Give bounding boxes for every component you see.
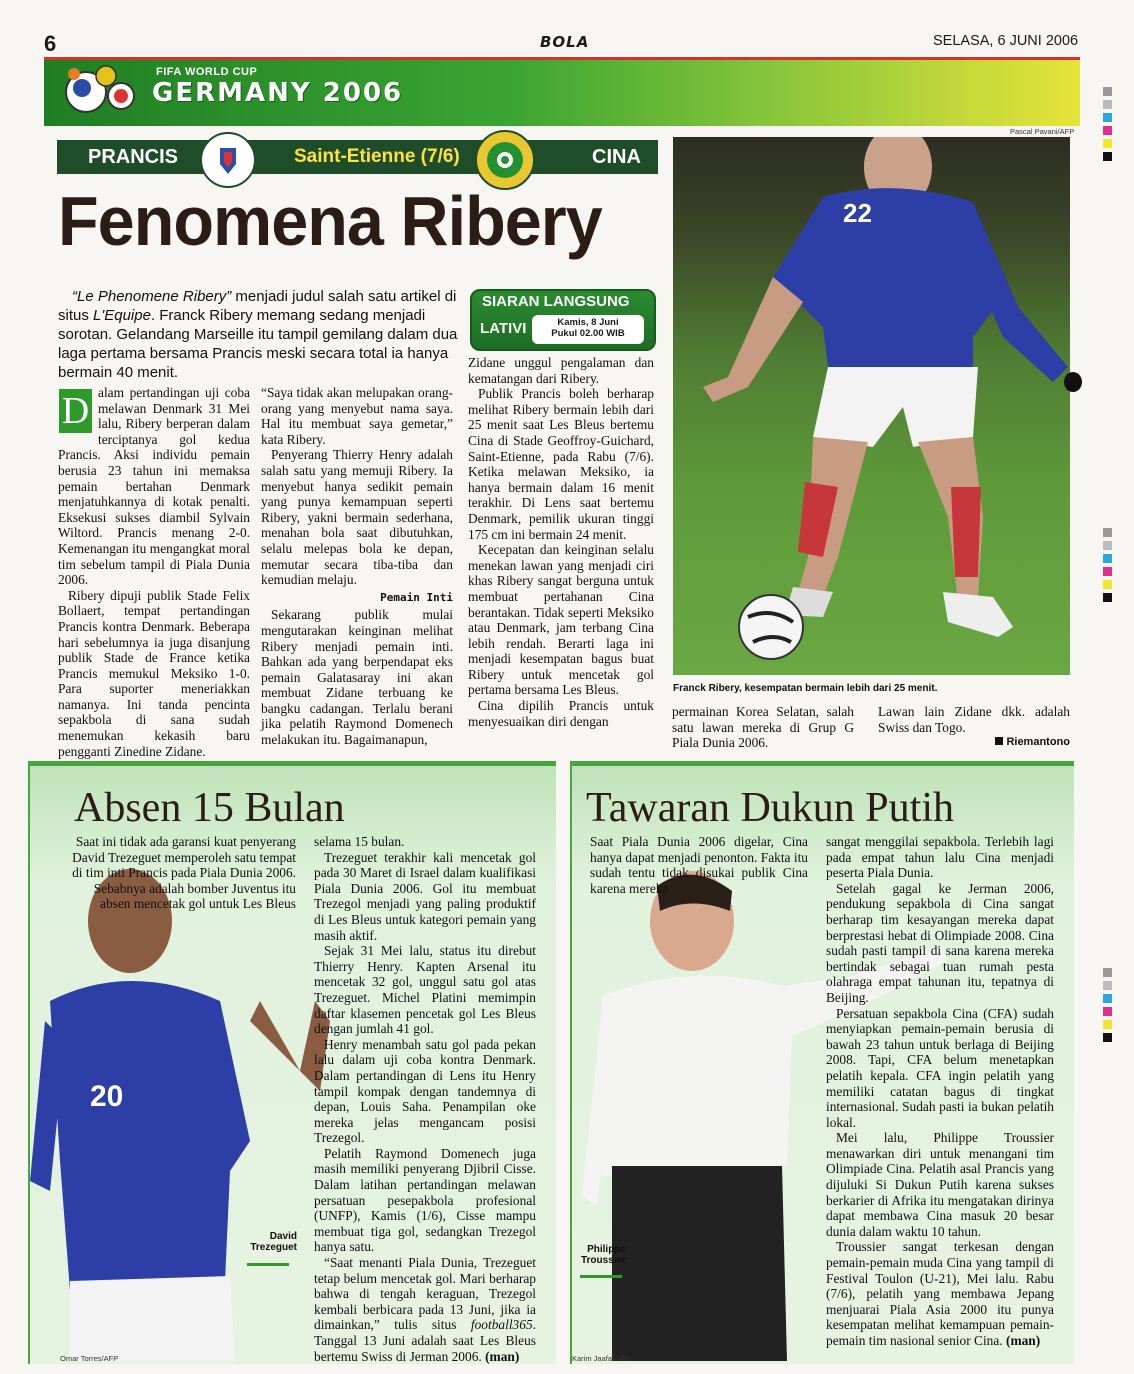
ribery-photo	[673, 137, 1070, 675]
trezeguet-caption: David Trezeguet	[250, 1231, 297, 1253]
reg-mark-gray-b	[1103, 968, 1112, 977]
reg-mark-gray-2	[1103, 100, 1112, 109]
reg-mark-magenta-m	[1103, 567, 1112, 576]
col1-paragraph-2: Ribery dipuji publik Stade Felix Bollaert, tempat pertandingan Prancis kontra Denmark. Beberapa hari sebelumnya ia juga disanjung publik Stade de France ketika Prancis memukul Meksiko 1-0. Para suporter meneriakkan namanya. Ini tanda pencinta sepakbola di sana sudah menemukan kekasih baru pengganti Zinedine Zidane.	[58, 587, 250, 759]
left-col2-p1: selama 15 bulan.	[314, 834, 405, 849]
right-story-panel	[570, 761, 1074, 1364]
right-col2-p4: Mei lalu, Philippe Troussier menawarkan diri untuk menangani tim Olimpiade Cina. Pelatih asal Prancis yang dijuluki Si Dukun Putih karena sukses berkarier di Afrika itu mengatakan dirinya dapat membawa Cina masuk 20 besar dunia dalam waktu 10 tahun.	[826, 1130, 1054, 1239]
reg-mark-yellow-b	[1103, 1020, 1112, 1029]
world-cup-banner	[44, 57, 1080, 126]
byline	[878, 735, 1070, 751]
live-time: Pukul 02.00 WIB	[551, 328, 625, 339]
match-team-1: PRANCIS	[88, 146, 179, 168]
world-cup-logo-icon	[56, 54, 146, 124]
left-story-column-1	[68, 834, 296, 912]
trezeguet-photo	[30, 861, 340, 1361]
live-broadcast-box	[470, 289, 656, 351]
lead-text-2: . Franck Ribery memang sedang menjadi sorotan. Gelandang Marseille itu tampil gemilang dalam dua laga pertama bersama Prancis meski secara total ia hanya bermain 40 menit.	[58, 307, 458, 381]
left-story-column-2	[314, 834, 536, 1364]
col2-paragraph-2: Penyerang Thierry Henry adalah salah satu yang memuji Ribery. Ia menyebut hanya sedikit pemain yang punya kemampuan seperti Ribery, yakni bermain sederhana, menahan bola saat dibutuhkan, selalu melepas bola ke depan, memutar secara tiba-tiba dan kemudian melaju.	[261, 447, 453, 588]
col3-paragraph-4: Cina dipilih Prancis untuk menyesuaikan diri dengan	[468, 698, 654, 729]
reg-mark-cyan-b	[1103, 994, 1112, 1003]
match-bar	[57, 140, 658, 174]
right-story-headline: Tawaran Dukun Putih	[586, 785, 954, 831]
reg-mark-black-b	[1103, 1033, 1112, 1042]
col1-first-paragraph: alam pertandingan uji coba melawan Denmark 31 Mei lalu, Ribery berperan dalam terciptanya gol kedua Prancis. Aksi individu pemain berusia 23 tahun ini memaksa pemain bertahan Denmark menjatuhkannya di kotak penalti. Eksekusi sukses diambil Sylvain Wiltord. Prancis menang 2-0. Kemenangan itu mengangkat moral tim sebelum tampil di Piala Dunia 2006.	[58, 385, 250, 588]
ribery-photo-credit: Pascal Pavani/AFP	[1010, 127, 1075, 136]
left-col2-p6-a: “Saat menanti Piala Dunia, Trezeguet tetap belum mencetak gol. Mari berharap bahwa di tengah keraguan, Trezegol kembali berbicara pada 13 Juni, jika ia dimainkan,” tulis situs	[314, 1255, 536, 1333]
reg-mark-gray-m	[1103, 528, 1112, 537]
col2-subhead: Pemain Inti	[380, 590, 453, 604]
main-column-2	[261, 385, 453, 748]
registration-marks-middle	[1103, 528, 1115, 602]
trezeguet-jersey-number: 20	[90, 1080, 124, 1113]
troussier-photo-credit: Karim Jaafar/AFP	[572, 1354, 632, 1363]
reg-mark-cyan-m	[1103, 554, 1112, 563]
lead-paragraph	[58, 287, 458, 382]
newspaper-name: BOLA	[540, 33, 590, 51]
right-col2-signature: (man)	[1006, 1333, 1041, 1348]
live-day: Kamis, 8 Juni	[557, 317, 619, 328]
col2-paragraph-3: Sekarang publik mulai mengutarakan keinginan melihat Ribery menjadi pemain inti. Bahkan ada yang berpendapat eks pemain Galatasaray ini akan membuat Zidane terbuang ke bangku cadangan. Terlalu berani jika pelatih Raymond Domenech melakukan itu. Bagaimanapun,	[261, 607, 453, 748]
right-col2-p3: Persatuan sepakbola Cina (CFA) sudah menyiapkan pemain-pemain berusia di bawah 23 tahun untuk berlaga di Beijing 2008. Tapi, CFA belum menetapkan pelatih kepala. CFA ingin pelatih yang memiliki catatan bagus di tingkat internasional. Sudah pasti ia bukan pelatih lokal.	[826, 1005, 1054, 1130]
left-col1-text: Saat ini tidak ada garansi kuat penyerang David Trezeguet memperoleh satu tempat di tim inti Prancis pada Piala Dunia 2006. Sebabnya adalah bomber Juventus itu absen mencetak gol untuk Les Bleus	[72, 834, 296, 912]
live-schedule-box	[532, 315, 644, 344]
left-col2-p5: Pelatih Raymond Domenech juga masih memiliki penyerang Djibril Cisse. Dalam latihan pertandingan melawan persatuan pesepakbola profesional (UNFP), Kamis (1/6), Cisse mampu membuat tiga gol, sedangkan Trezegol hanya satu.	[314, 1145, 536, 1255]
col2-paragraph-1: “Saya tidak akan melupakan orang-orang yang menyebut nama saya. Hal itu membuat saya gemetar,” kata Ribery.	[261, 385, 453, 447]
ribery-photo-caption: Franck Ribery, kesempatan bermain lebih dari 25 menit.	[673, 683, 938, 694]
left-story-panel	[28, 761, 556, 1364]
byline-name: Riemantono	[1006, 736, 1070, 749]
col3-paragraph-1: Zidane unggul pengalaman dan kematangan dari Ribery.	[468, 355, 654, 386]
fff-logo-icon	[200, 132, 256, 188]
reg-mark-magenta	[1103, 126, 1112, 135]
lead-text-1: menjadi judul salah satu artikel di situs	[58, 288, 457, 324]
right-story-column-2	[826, 834, 1054, 1349]
left-col2-signature: (man)	[485, 1348, 520, 1364]
trezeguet-photo-credit: Omar Torres/AFP	[60, 1354, 119, 1363]
reg-mark-gray-m2	[1103, 541, 1112, 550]
left-col2-p6-c: . Tanggal 13 Juni adalah saat Les Bleus bertemu Swiss di Jerman 2006.	[314, 1317, 536, 1364]
left-col2-p6-site: football365	[470, 1317, 533, 1333]
col5-paragraph-1: Lawan lain Zidane dkk. adalah Swiss dan Togo.	[878, 704, 1070, 735]
left-col2-p2: Trezeguet terakhir kali mencetak gol pada 30 Maret di Israel dalam kualifikasi Piala Dunia 2006. Gol itu membuat Trezegol menjadi yang paling produktif di Les Bleus untuk kategori pemain yang masih aktif.	[314, 849, 536, 943]
reg-mark-gray	[1103, 87, 1112, 96]
main-column-3	[468, 355, 654, 729]
match-team-2: CINA	[592, 146, 641, 168]
right-col2-p1: sangat menggilai sepakbola. Terlebih lagi pada empat tahun lalu Cina menjadi peserta Piala Dunia.	[826, 834, 1054, 881]
binder-hole-mark	[1064, 372, 1082, 392]
main-column-4	[672, 704, 854, 751]
page-date: SELASA, 6 JUNI 2006	[933, 33, 1079, 49]
main-column-5	[878, 704, 1070, 751]
right-col2-p5-text: Troussier sangat terkesan dengan pemain-pemain muda Cina yang tampil di Festival Toulon (U-21), Mei lalu. Rabu (7/6), pelatih yang membawa Jepang menjuarai Piala Asia 2000 itu punya kesempatan melihat kemampuan pemain-pemain tim nasional senior Cina.	[826, 1239, 1054, 1348]
trezeguet-caption-rule	[247, 1263, 289, 1266]
col3-paragraph-3: Kecepatan dan keinginan selalu menekan lawan yang menjadi ciri khas Ribery sangat berguna untuk membuat pertahanan Cina berantakan. Tidak seperti Meksiko atau Denmark, jam terbang Cina lebih rendah. Berarti laga ini menjadi kesempatan bagus buat Ribery untuk mencetak gol pertama bersama Les Bleus.	[468, 542, 654, 698]
reg-mark-magenta-b	[1103, 1007, 1112, 1016]
right-col1-text: Saat Piala Dunia 2006 digelar, Cina hanya dapat menjadi penonton. Fakta itu sudah tentu tidak disukai publik Cina karena mereka	[590, 834, 808, 896]
registration-marks-bottom	[1103, 968, 1115, 1042]
reg-mark-black-m	[1103, 593, 1112, 602]
main-headline: Fenomena Ribery	[58, 182, 602, 260]
lead-source: L'Equipe	[93, 307, 151, 324]
lead-quote: “Le Phenomene Ribery”	[72, 288, 232, 305]
left-col2-p4: Henry menambah satu gol pada pekan lalu dalam uji coba kontra Denmark. Dalam pertandingan di Lens itu Henry tampil kompak dengan tandemnya di depan, Louis Saha. Penampilan oke mereka jelas mengancam posisi Trezegol.	[314, 1036, 536, 1146]
ribery-figure-icon	[673, 137, 1070, 675]
left-col2-p6	[314, 1255, 536, 1364]
banner-germany-line: GERMANY 2006	[152, 78, 404, 108]
match-venue: Saint-Etienne (7/6)	[294, 146, 460, 167]
page-number: 6	[44, 31, 57, 56]
reg-mark-yellow-m	[1103, 580, 1112, 589]
byline-square-icon	[995, 737, 1003, 745]
main-column-1	[58, 385, 250, 759]
right-col2-p2: Setelah gagal ke Jerman 2006, pendukung sepakbola di Cina sangat berharap tim kesayangan mereka dapat berprestasi hebat di Olimpiade 2008. Cina sudah pasti tampil di sana karena mereka bertindak sebagai tuan rumah pesta olahraga empat tahunan itu, tepatnya di Beijing.	[826, 880, 1054, 1005]
trezeguet-figure-icon	[30, 861, 340, 1361]
troussier-caption-rule	[580, 1275, 622, 1278]
reg-mark-cyan	[1103, 113, 1112, 122]
right-story-column-1	[590, 834, 808, 896]
banner-fifa-line: FIFA WORLD CUP	[156, 66, 258, 78]
reg-mark-yellow	[1103, 139, 1112, 148]
col4-paragraph-1: permainan Korea Selatan, salah satu lawan mereka di Grup G Piala Dunia 2006.	[672, 704, 854, 751]
reg-mark-gray-b2	[1103, 981, 1112, 990]
registration-marks-top	[1103, 87, 1115, 161]
col3-paragraph-2: Publik Prancis boleh berharap melihat Ribery bermain lebih dari 25 menit saat Les Bleus bertemu Cina di Stade Geoffroy-Guichard, Saint-Etienne, pada Rabu (7/6). Ketika melawan Meksiko, ia hanya bermain dalam 16 menit terakhir. Di Lens saat bertemu Denmark, pemilik ukuran tinggi 175 cm ini bermain 24 menit.	[468, 386, 654, 542]
left-story-headline: Absen 15 Bulan	[74, 785, 345, 831]
troussier-caption: Philippe Troussier	[580, 1244, 626, 1266]
right-col2-p5	[826, 1239, 1054, 1348]
ribery-jersey-number: 22	[843, 198, 872, 228]
live-heading: SIARAN LANGSUNG	[482, 293, 630, 310]
live-channel: LATIVI	[480, 320, 527, 337]
dropcap: D	[59, 389, 92, 433]
left-col2-p3: Sejak 31 Mei lalu, status itu direbut Thierry Henry. Kapten Arsenal itu mencetak 32 gol, unggul satu gol atas Trezeguet. Michel Platini memimpin daftar klasemen pencetak gol Les Bleus dengan jumlah 41 gol.	[314, 943, 536, 1037]
reg-mark-black	[1103, 152, 1112, 161]
